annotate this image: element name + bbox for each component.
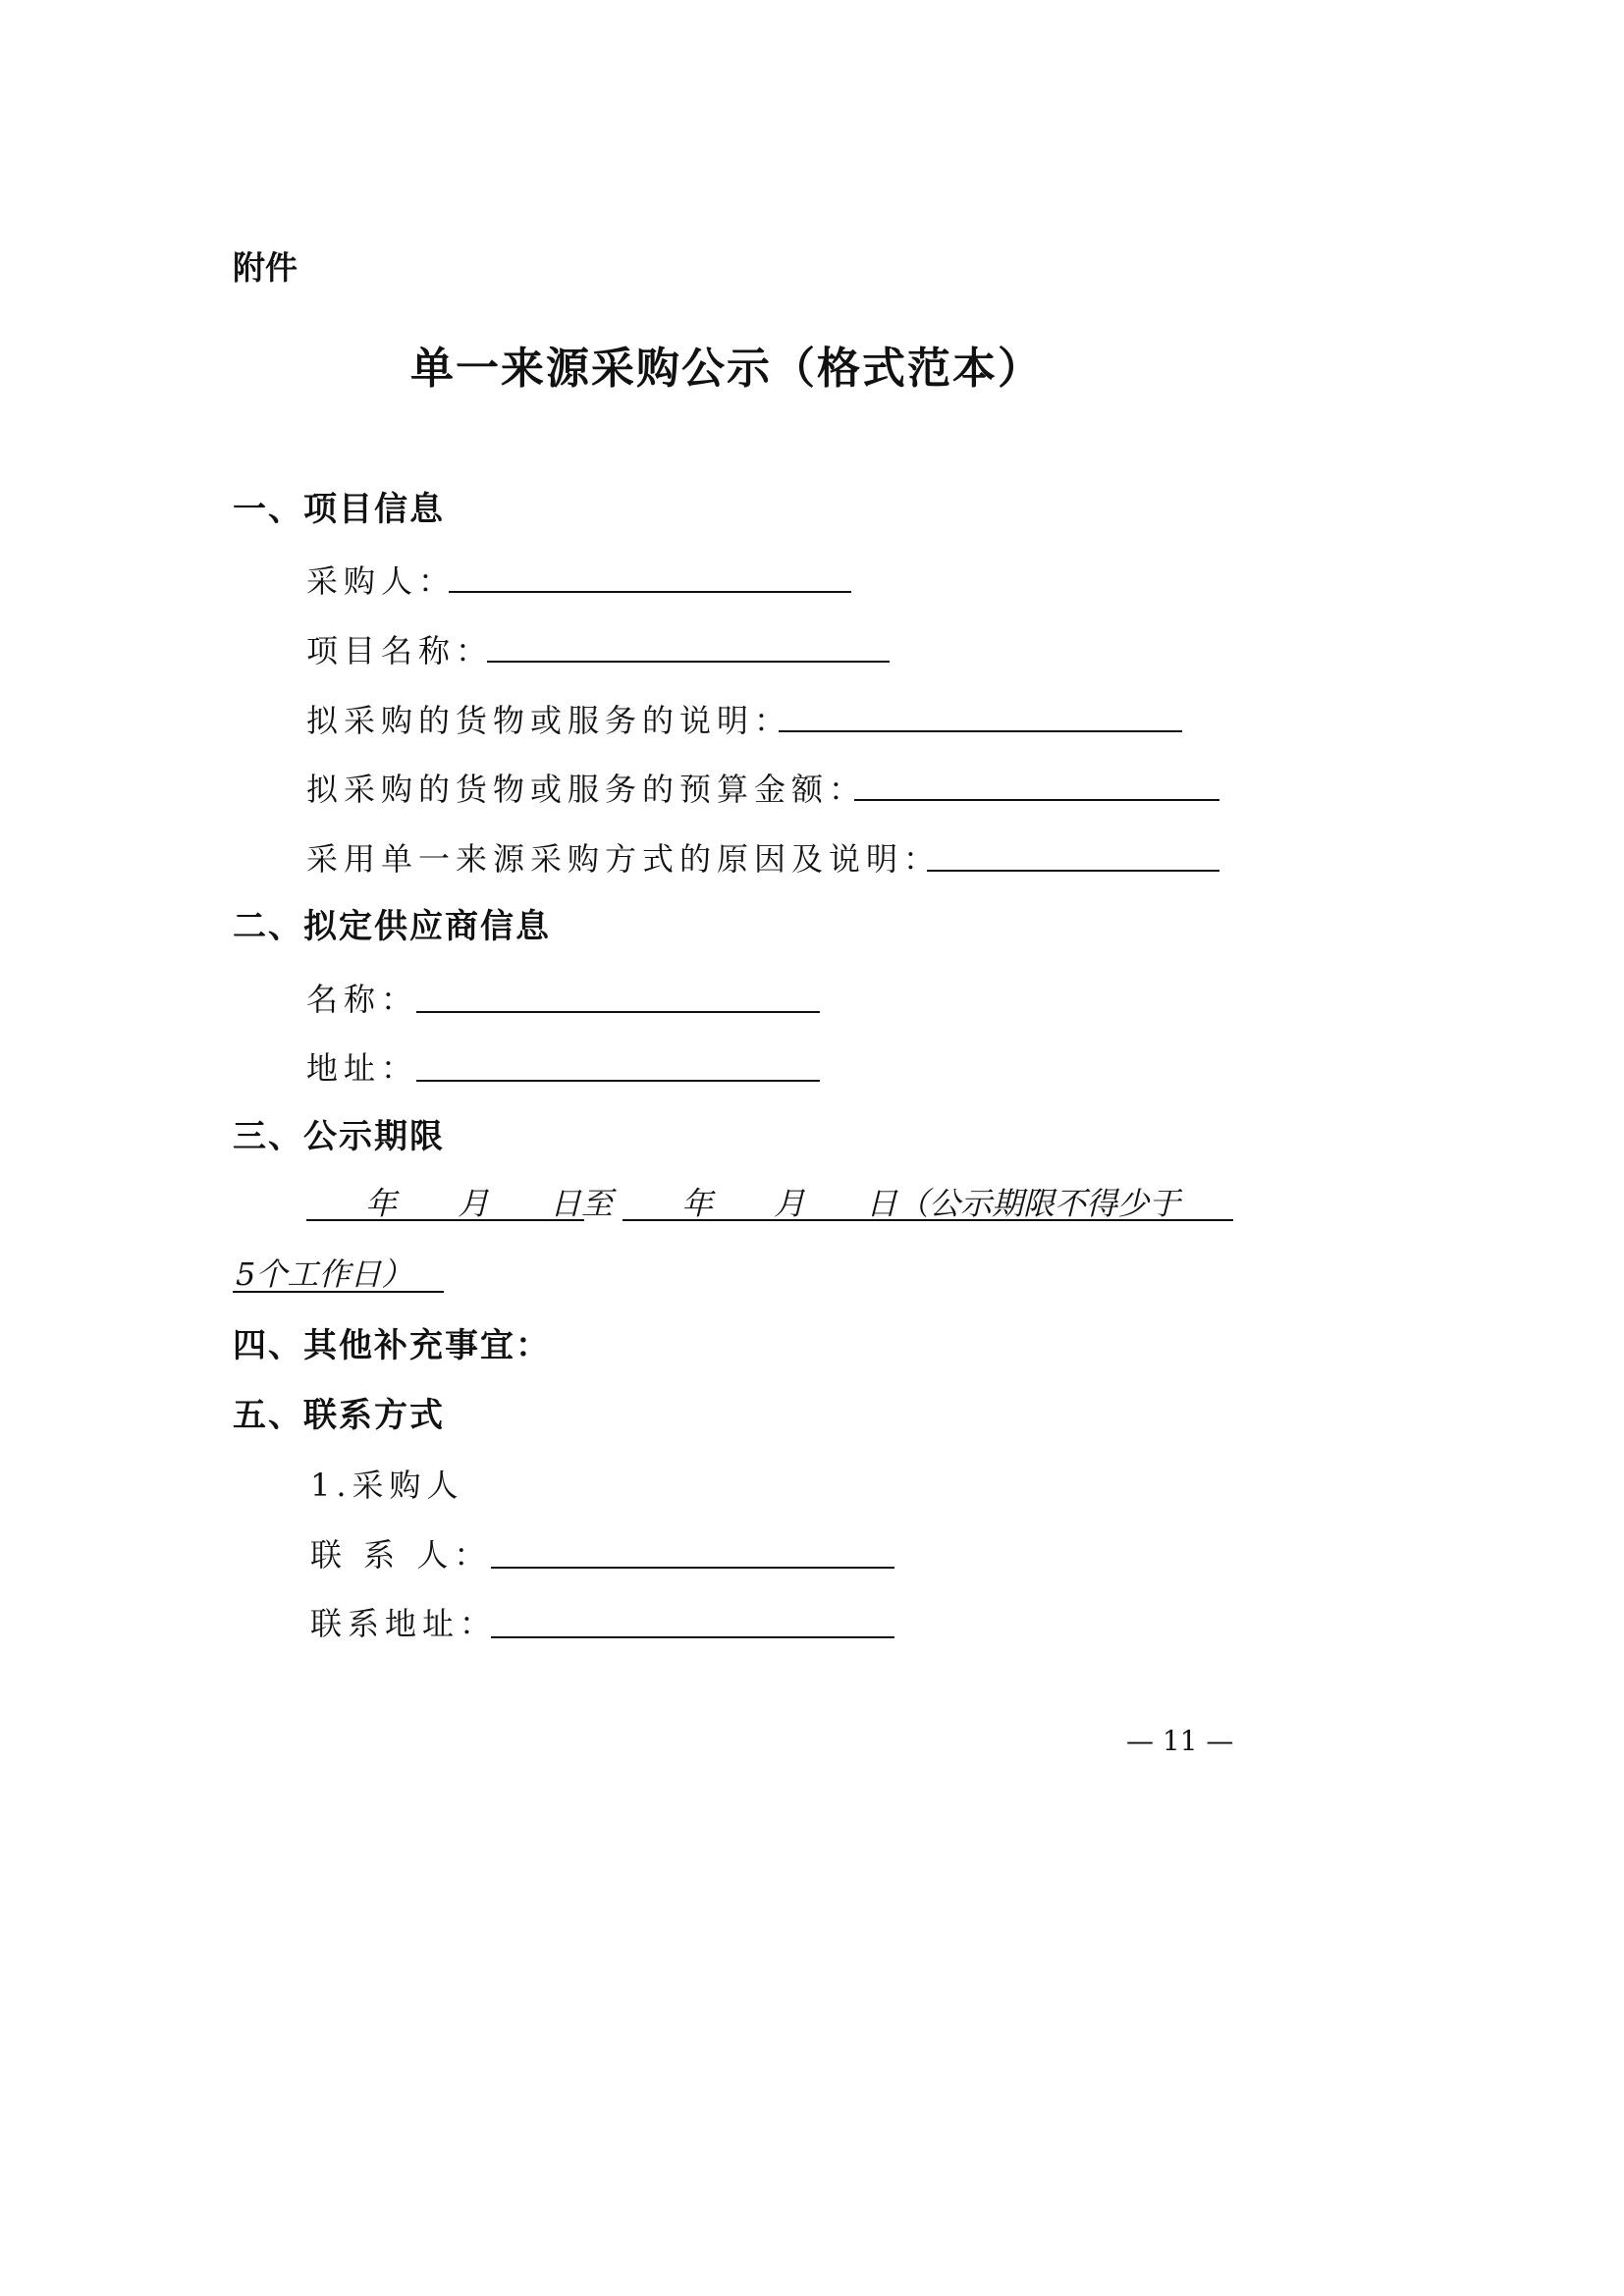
supplier-name-blank [416,1011,820,1013]
section-heading-other-matters: 四、其他补充事宜： [233,1326,551,1365]
budget-label: 拟采购的货物或服务的预算金额： [306,771,867,808]
contact-person-label: 联 系 人： [310,1536,492,1574]
project-name-label: 项目名称： [306,632,494,669]
contact-address-label: 联系地址： [310,1605,498,1642]
section-heading-supplier-info: 二、拟定供应商信息 [233,907,551,946]
publicity-period-note-continuation: 5个工作日） [236,1255,413,1293]
end-year-label: 年 [681,1185,714,1222]
start-month-label: 月 [458,1185,490,1222]
budget-blank [854,799,1219,801]
project-name-blank [487,661,890,663]
purchaser-label: 采购人： [306,562,457,600]
contact-purchaser-item: 1.采购人 [310,1467,464,1504]
start-date-blank [306,1219,584,1221]
start-year-label: 年 [365,1185,398,1222]
section-heading-publicity-period: 三、公示期限 [233,1117,445,1156]
supplier-address-label: 地址： [306,1049,419,1087]
section-heading-project-info: 一、项目信息 [233,490,445,529]
contact-person-blank [491,1567,894,1569]
goods-description-blank [779,730,1182,732]
start-day-label: 日至 [550,1185,614,1222]
end-month-label: 月 [774,1185,806,1222]
reason-label: 采用单一来源采购方式的原因及说明： [306,840,942,878]
page-number: — 11 — [1126,1725,1234,1757]
supplier-name-label: 名称： [306,981,419,1018]
page-title: 单一来源采购公示（格式范本） [410,344,1043,394]
purchaser-blank [449,591,851,593]
section-heading-contact-info: 五、联系方式 [233,1396,445,1435]
goods-description-label: 拟采购的货物或服务的说明： [306,702,792,739]
end-day-note: 日（公示期限不得少于 [866,1185,1181,1222]
reason-blank [927,870,1219,872]
contact-address-blank [491,1636,894,1638]
supplier-address-blank [416,1080,820,1082]
attachment-label: 附件 [233,248,298,287]
publicity-period-note-underline [233,1291,444,1293]
